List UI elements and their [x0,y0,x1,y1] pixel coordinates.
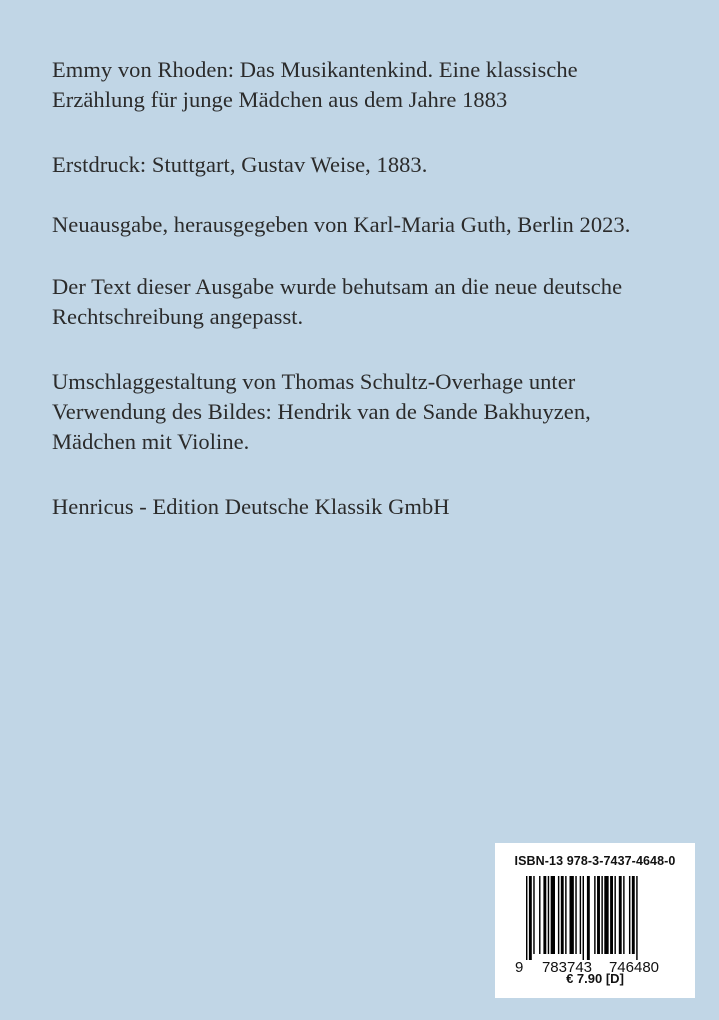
orthography-line-2: Rechtschreibung angepasst. [52,304,304,329]
cover-design-paragraph [52,367,692,457]
cover-design-line-2: Verwendung des Bildes: Hendrik van de Sande Bakhuyzen, [52,399,591,424]
barcode-bar [565,876,566,954]
barcode-digit-first: 9 [515,959,524,974]
barcode-bar [623,876,624,954]
barcode-bar [604,876,608,954]
barcode-bar [601,876,602,954]
new-edition-line: Neuausgabe, herausgegeben von Karl-Maria Guth, Berlin 2023. [52,212,631,237]
barcode-bar [533,876,534,954]
barcode-bar [570,876,574,954]
isbn-barcode-box [495,843,695,998]
barcode-bar [561,876,564,954]
barcode-bar [539,876,540,954]
barcode-bar [619,876,622,954]
barcode-bar [597,876,600,954]
title-line-2: Erzählung für junge Mädchen aus dem Jahre 1883 [52,87,508,112]
first-print-line: Erstdruck: Stuttgart, Gustav Weise, 1883. [52,152,428,177]
barcode-bar [580,876,581,954]
barcode-bar [583,876,584,960]
barcode-bar [548,876,549,954]
publisher-paragraph [52,492,692,522]
isbn-label: ISBN-13 978-3-7437-4648-0 [514,854,676,868]
new-edition-paragraph [52,210,692,240]
barcode-bar [529,876,532,960]
barcode-image [509,876,681,974]
price-label: € 7.90 [D] [566,971,624,986]
barcode-bar [594,876,595,954]
barcode-bar [526,876,527,960]
cover-design-line-3: Mädchen mit Violine. [52,429,250,454]
first-print-paragraph [52,150,692,180]
title-line-1: Emmy von Rhoden: Das Musikantenkind. Eine klassische [52,57,578,82]
publisher-line: Henricus - Edition Deutsche Klassik GmbH [52,494,450,519]
cover-design-line-1: Umschlaggestaltung von Thomas Schultz-Overhage unter [52,369,576,394]
barcode-bar [587,876,590,960]
orthography-line-1: Der Text dieser Ausgabe wurde behutsam an die neue deutsche [52,274,623,299]
barcode-digits-right: 746480 [608,959,660,974]
barcode-bar [610,876,613,954]
barcode-bar [543,876,546,954]
barcode-bar [575,876,576,954]
title-paragraph [52,55,692,115]
barcode-bar [636,876,637,960]
barcode-bar [629,876,630,954]
barcode-bar [614,876,615,954]
barcode-bar [632,876,635,954]
barcode-digits-left: 783743 [541,959,593,974]
barcode-bar [551,876,555,954]
barcode-bar [558,876,559,954]
orthography-paragraph [52,272,692,332]
